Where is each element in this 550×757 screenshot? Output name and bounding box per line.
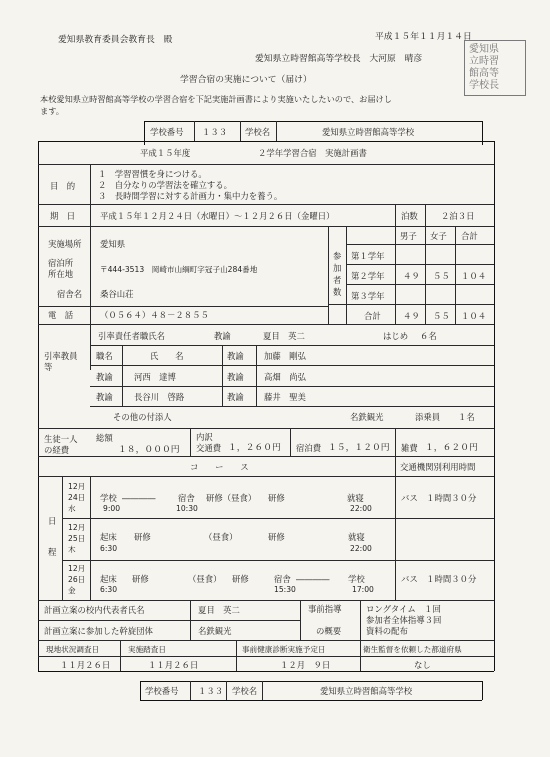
day2-item-3: （昼食） bbox=[204, 532, 238, 542]
staff-count: ６名 bbox=[420, 331, 437, 341]
other-company: 名鉄観光 bbox=[350, 412, 384, 422]
day2-day: 25日 bbox=[68, 534, 86, 543]
guidance-item-3: 資料の配布 bbox=[366, 626, 408, 636]
day3-time-2: 15:30 bbox=[274, 585, 296, 594]
day1-item-5: 研修 bbox=[268, 493, 285, 503]
grade1-label: 第１学年 bbox=[351, 251, 385, 261]
cost-total: １８，０００円 bbox=[118, 445, 180, 455]
misc-cost: １，６２０円 bbox=[425, 443, 478, 453]
venue-value: 愛知県 bbox=[100, 239, 126, 249]
staff-name-c: 高畑 尚弘 bbox=[264, 372, 306, 382]
day1-weekday: 水 bbox=[68, 504, 76, 513]
official-seal: 愛知県 立時習 館高等 学校長 bbox=[464, 40, 526, 96]
schedule-label-2: 程 bbox=[48, 547, 57, 557]
staff-name-e: 藤井 聖美 bbox=[264, 392, 306, 402]
grade2-male: ４９ bbox=[403, 271, 420, 281]
staff-title-d: 教諭 bbox=[96, 392, 113, 402]
staff-label-2: 等 bbox=[44, 362, 53, 372]
plan-year: 平成１５年度 bbox=[140, 148, 191, 158]
day3-item-6: ―――― bbox=[296, 574, 330, 584]
participants-label-1: 参 bbox=[333, 251, 342, 261]
day1-month: 12月 bbox=[68, 482, 86, 491]
day3-day: 26日 bbox=[68, 575, 86, 584]
chief-label: 引率責任者職氏名 bbox=[98, 331, 165, 341]
cost-breakdown-label: 内訳 bbox=[196, 432, 213, 442]
lodging-cost-label: 宿泊費 bbox=[296, 443, 322, 453]
day3-item-4: 研修 bbox=[232, 574, 249, 584]
transport-time-header: 交通機関別利用時間 bbox=[400, 462, 476, 472]
survey-header-1: 現地状況調査日 bbox=[46, 645, 100, 654]
header-total: 合計 bbox=[461, 231, 478, 241]
participants-label-3: 者 bbox=[333, 275, 342, 285]
day2-month: 12月 bbox=[68, 523, 86, 532]
body-text-line2: ます。 bbox=[40, 106, 64, 116]
other-role: 添乗員 bbox=[415, 412, 441, 422]
chief-name: 夏目 英二 bbox=[263, 331, 305, 341]
day2-weekday: 木 bbox=[68, 545, 76, 554]
day3-time-1: 6:30 bbox=[100, 585, 118, 594]
day3-item-1: 起床 bbox=[100, 574, 117, 584]
cost-label-1: 生徒一人 bbox=[44, 434, 78, 444]
day1-item-3: 宿舎 bbox=[178, 493, 195, 503]
staff-name-a: 加藤 剛弘 bbox=[264, 351, 306, 361]
day2-item-5: 就寝 bbox=[348, 532, 365, 542]
nights-value: ２泊３日 bbox=[441, 211, 475, 221]
day3-time-3: 17:00 bbox=[352, 585, 374, 594]
chief-title: 教諭 bbox=[214, 331, 231, 341]
day2-item-2: 研修 bbox=[134, 532, 151, 542]
school-name-label: 学校名 bbox=[245, 127, 271, 137]
cost-label-2: の経費 bbox=[44, 445, 70, 455]
guidance-item-1: ロングタイム １回 bbox=[366, 604, 441, 614]
header-female: 女子 bbox=[430, 231, 447, 241]
addressee: 愛知県教育委員会教育長 殿 bbox=[58, 35, 173, 45]
cost-total-label: 総額 bbox=[96, 433, 113, 443]
day1-item-2: ―――― bbox=[122, 493, 156, 503]
address-label-1: 宿泊所 bbox=[48, 258, 74, 268]
purpose-item-3: ３ 長時間学習に対する計画力・集中力を養う。 bbox=[98, 191, 283, 201]
inn-value: 桑谷山荘 bbox=[100, 289, 134, 299]
document-date: 平成１５年１１月１４日 bbox=[375, 32, 472, 42]
day2-time-1: 6:30 bbox=[100, 544, 118, 553]
day1-item-4: 研修（昼食） bbox=[206, 493, 257, 503]
period-value: 平成１５年１２月２４日（水曜日）～１２月２６日（金曜日） bbox=[100, 211, 335, 221]
planner-name: 夏目 英二 bbox=[198, 605, 240, 615]
other-escort-label: その他の付添人 bbox=[113, 412, 172, 422]
guidance-item-2: 参加者全体指導３回 bbox=[366, 615, 442, 625]
venue-label: 実施場所 bbox=[48, 239, 82, 249]
inn-label: 宿舎名 bbox=[57, 289, 83, 299]
purpose-item-2: ２ 自分なりの学習法を確立する。 bbox=[98, 180, 232, 190]
purpose-item-1: １ 学習習慣を身につける。 bbox=[98, 169, 207, 179]
footer-school-id: １３３ bbox=[198, 686, 224, 696]
grade2-female: ５５ bbox=[433, 271, 450, 281]
col-name-header: 氏 名 bbox=[150, 351, 184, 361]
grade3-label: 第３学年 bbox=[351, 291, 385, 301]
document-title: 学習合宿の実施について（届け） bbox=[180, 75, 312, 85]
day3-item-2: 研修 bbox=[132, 574, 149, 584]
misc-cost-label: 雑費 bbox=[401, 443, 418, 453]
address-label-2: 所在地 bbox=[48, 269, 74, 279]
transport-cost-label: 交通費 bbox=[196, 443, 222, 453]
school-id: １３３ bbox=[202, 127, 228, 137]
guidance-label-2: の概要 bbox=[316, 626, 342, 636]
schedule-label-1: 日 bbox=[48, 516, 57, 526]
participants-label-4: 数 bbox=[333, 287, 342, 297]
staff-title-e: 教諭 bbox=[227, 392, 244, 402]
agency-label: 計画立案に参加した幹旋団体 bbox=[44, 626, 153, 636]
day1-time-2: 10:30 bbox=[176, 504, 198, 513]
day3-item-5: 宿舎 bbox=[274, 574, 291, 584]
nights-label: 泊数 bbox=[401, 211, 418, 221]
staff-title-c: 教諭 bbox=[227, 372, 244, 382]
grade2-total: １０４ bbox=[461, 271, 487, 281]
total-label: 合計 bbox=[364, 311, 381, 321]
day1-item-6: 就寝 bbox=[347, 493, 364, 503]
total-total: １０４ bbox=[461, 311, 487, 321]
survey-value-2: １１月２６日 bbox=[148, 660, 199, 670]
col-title-header: 職名 bbox=[96, 351, 113, 361]
total-male: ４９ bbox=[403, 311, 420, 321]
day1-time-3: 22:00 bbox=[350, 504, 372, 513]
planner-label: 計画立案の校内代表者氏名 bbox=[44, 605, 145, 615]
survey-value-3: １２月 ９日 bbox=[280, 660, 331, 670]
total-female: ５５ bbox=[433, 311, 450, 321]
staff-title-b: 教諭 bbox=[96, 372, 113, 382]
tel-label: 電 話 bbox=[48, 310, 74, 320]
day2-item-1: 起床 bbox=[100, 532, 117, 542]
body-text-line1: 本校愛知県立時習館高等学校の学習合宿を下記実施計画書により実施いたしたいので、お届けし bbox=[40, 94, 392, 104]
survey-header-3: 事前健康診断実施予定日 bbox=[242, 645, 326, 654]
staff-name-d: 長谷川 啓路 bbox=[134, 392, 185, 402]
agency-name: 名鉄観光 bbox=[198, 626, 232, 636]
day3-transport: バス １時間３０分 bbox=[401, 574, 477, 584]
day3-item-7: 学校 bbox=[348, 574, 365, 584]
tel-value: （０５６４）４８－２８５５ bbox=[100, 310, 209, 320]
staff-title-a: 教諭 bbox=[227, 351, 244, 361]
staff-label-1: 引率教員 bbox=[44, 351, 78, 361]
period-label: 期 日 bbox=[50, 211, 76, 221]
survey-value-1: １１月２６日 bbox=[60, 660, 111, 670]
survey-header-2: 実施踏査日 bbox=[128, 645, 166, 654]
grade2-label: 第２学年 bbox=[351, 271, 385, 281]
day1-time-1: 9:00 bbox=[103, 504, 121, 513]
day1-transport: バス １時間３０分 bbox=[401, 493, 477, 503]
day3-month: 12月 bbox=[68, 564, 86, 573]
transport-cost: １，２６０円 bbox=[228, 443, 281, 453]
staff-name-b: 河西 達博 bbox=[134, 372, 176, 382]
day3-weekday: 金 bbox=[68, 586, 76, 595]
guidance-label-1: 事前指導 bbox=[308, 604, 342, 614]
school-id-label: 学校番号 bbox=[150, 127, 184, 137]
plan-title: ２学年学習合宿 実施計画書 bbox=[258, 148, 367, 158]
lodging-cost: １５，１２０円 bbox=[328, 443, 390, 453]
day1-day: 24日 bbox=[68, 493, 86, 502]
participants-label-2: 加 bbox=[333, 263, 342, 273]
count-label: はじめ bbox=[383, 331, 409, 341]
school-name: 愛知県立時習館高等学校 bbox=[322, 127, 415, 137]
purpose-label: 目 的 bbox=[50, 181, 76, 191]
other-count: １名 bbox=[458, 412, 475, 422]
header-male: 男子 bbox=[400, 231, 417, 241]
survey-value-4: なし bbox=[414, 660, 431, 670]
survey-header-4: 衛生監督を依頼した都道府県 bbox=[363, 645, 462, 654]
day1-item-1: 学校 bbox=[100, 493, 117, 503]
day2-item-4: 研修 bbox=[268, 532, 285, 542]
address-value: 〒444-3513 岡崎市山綱町字冠子山284番地 bbox=[100, 265, 258, 274]
footer-school-id-label: 学校番号 bbox=[145, 686, 179, 696]
course-header: コ ー ス bbox=[190, 462, 249, 472]
day2-time-2: 22:00 bbox=[350, 544, 372, 553]
footer-school-name: 愛知県立時習館高等学校 bbox=[320, 686, 413, 696]
sender: 愛知県立時習館高等学校長 大河原 晴彦 bbox=[255, 54, 423, 64]
footer-school-name-label: 学校名 bbox=[232, 686, 258, 696]
day3-item-3: （昼食） bbox=[188, 574, 222, 584]
